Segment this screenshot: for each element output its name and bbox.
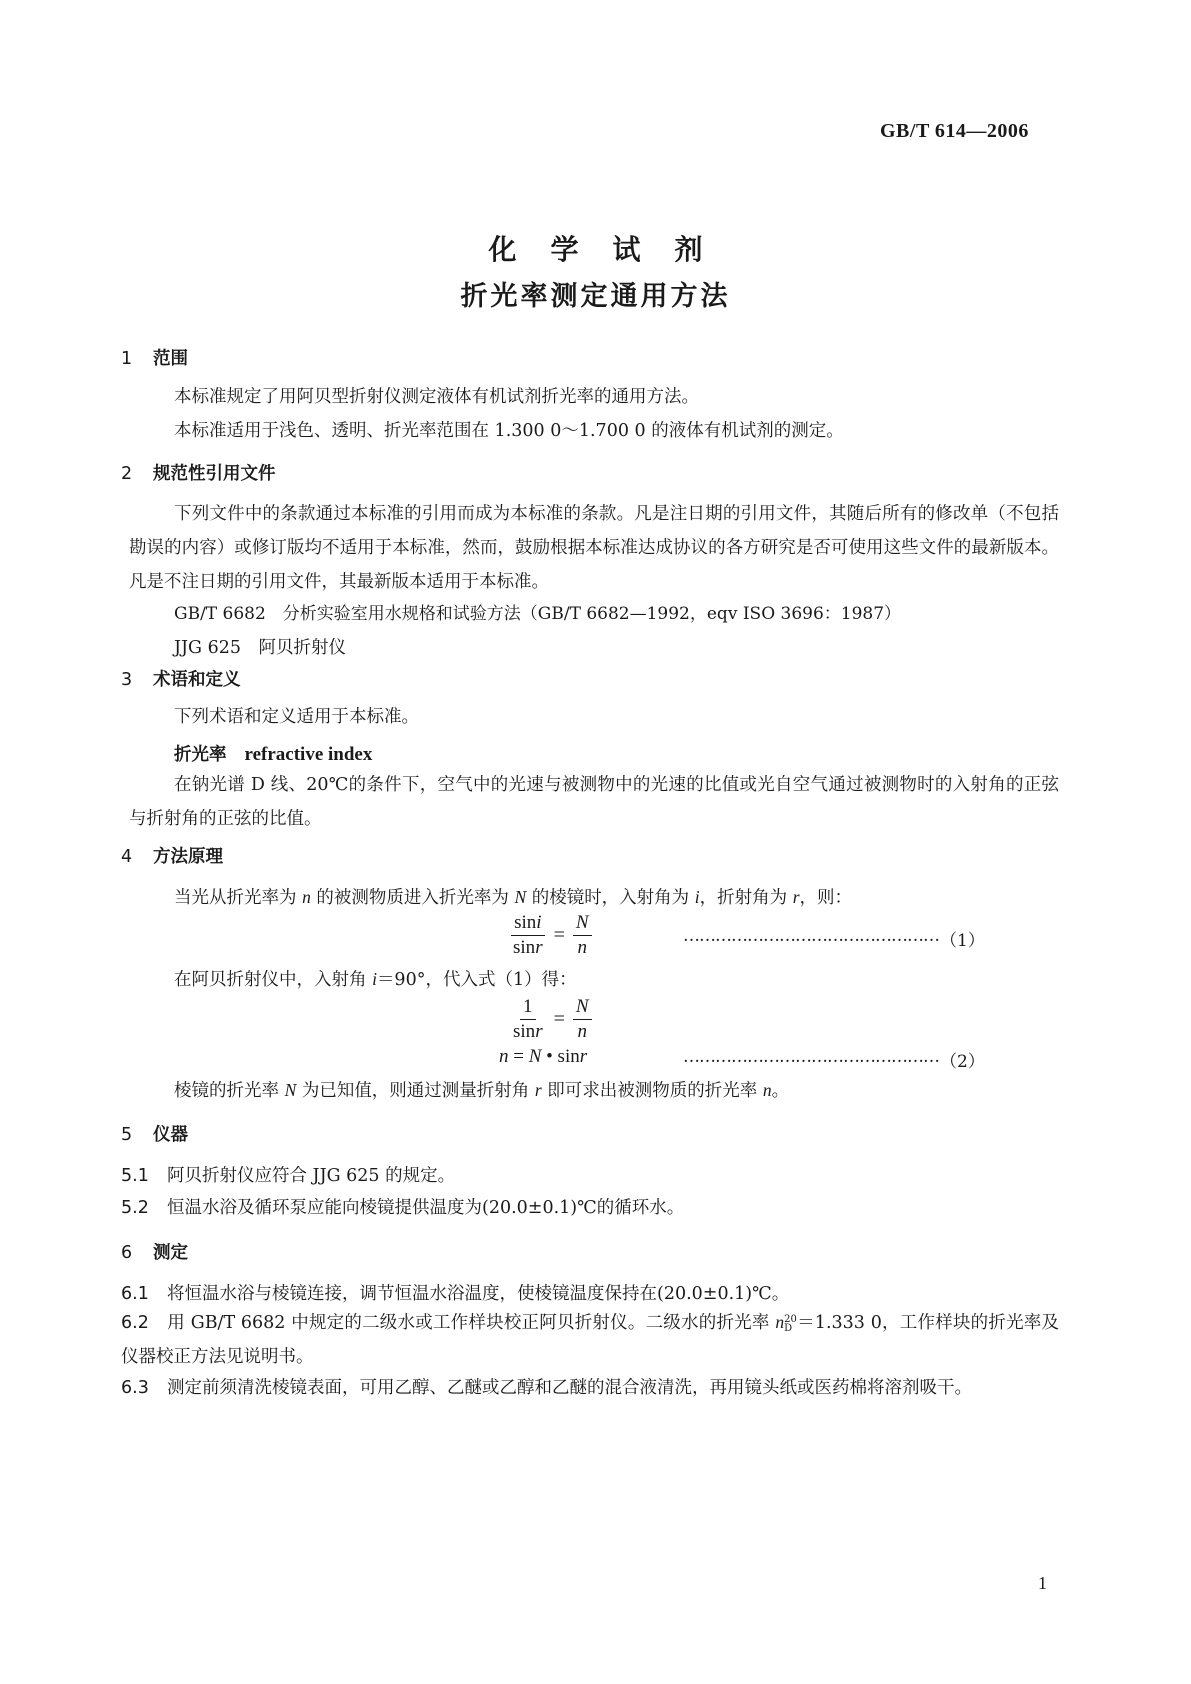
- section-4-para-3: 棱镜的折光率 N 为已知值，则通过测量折射角 r 即可求出被测物质的折光率 n。: [174, 1080, 790, 1101]
- equation-1-leader: …………………………………………: [683, 926, 939, 946]
- standard-number: GB/T 614—2006: [880, 120, 1029, 142]
- section-1-para-2: 本标准适用于浅色、透明、折光率范围在 1.300 0～1.700 0 的液体有机试剂的测定。: [174, 421, 844, 441]
- equation-1-label: （1）: [940, 931, 985, 951]
- section-3-heading: 3 术语和定义: [121, 670, 241, 690]
- clause-6-1: 6.1 将恒温水浴与棱镜连接，调节恒温水浴温度，使棱镜温度保持在(20.0±0.1)℃。: [121, 1284, 790, 1304]
- clause-5-2: 5.2 恒温水浴及循环泵应能向棱镜提供温度为(20.0±0.1)℃的循环水。: [121, 1198, 685, 1218]
- eq1-rhs-fraction: $\frac{N}{n}$: [573, 912, 592, 959]
- term-definition: 在钠光谱 D 线、20℃的条件下，空气中的光速与被测物中的光速的比值或光自空气通过被测物时的入射角的正弦与折射角的正弦的比值。: [129, 775, 1059, 829]
- section-3-para-1: 下列术语和定义适用于本标准。: [174, 707, 419, 727]
- equation-2-label: （2）: [940, 1052, 985, 1072]
- section-2-para-1: 下列文件中的条款通过本标准的引用而成为本标准的条款。凡是注日期的引用文件，其随后所有的修改单（不包括勘误的内容）或修订版均不适用于本标准，然而，鼓励根据本标准达成协议的各方研究是否可使用这些文件的最新版本。凡是不注日期的引用文件，其最新版本适用于本标准。: [129, 504, 1059, 592]
- document-title-line1: 化学试剂: [488, 233, 737, 266]
- equation-1: $\frac{\sin i}{\sin r}$ = $\frac{N}{n}$: [510, 912, 592, 959]
- clause-6-3: 6.3 测定前须清洗棱镜表面，可用乙醇、乙醚或乙醇和乙醚的混合液清洗，再用镜头纸或医药棉将溶剂吸干。: [121, 1378, 972, 1398]
- term-refractive-index: 折光率 refractive index: [174, 744, 373, 765]
- equation-2: n = N • sinr: [499, 1046, 588, 1067]
- clause-5-1: 5.1 阿贝折射仪应符合 JJG 625 的规定。: [121, 1166, 456, 1186]
- clause-6-2: 6.2 用 GB/T 6682 中规定的二级水或工作样块校正阿贝折射仪。二级水的折光率 n 20 D ＝1.333 0，工作样块的折光率及仪器校正方法见说明书。: [121, 1312, 1060, 1367]
- equation-2-leader: …………………………………………: [683, 1047, 939, 1067]
- reference-jjg-625: JJG 625 阿贝折射仪: [174, 638, 346, 658]
- section-4-para-2: 在阿贝折射仪中，入射角 i＝90°，代入式（1）得：: [174, 969, 577, 990]
- page-number: 1: [1038, 1573, 1047, 1593]
- section-4-heading: 4 方法原理: [121, 847, 223, 867]
- eq-intermediate-rhs-fraction: $\frac{N}{n}$: [573, 996, 592, 1043]
- section-6-heading: 6 测定: [121, 1243, 188, 1263]
- section-4-para-1: 当光从折光率为 n 的被测物质进入折光率为 N 的棱镜时，入射角为 i，折射角为 r，则：: [174, 887, 852, 908]
- section-5-heading: 5 仪器: [121, 1125, 188, 1145]
- eq1-lhs-fraction: $\frac{\sin i}{\sin r}$: [513, 912, 543, 958]
- section-1-para-1: 本标准规定了用阿贝型折射仪测定液体有机试剂折光率的通用方法。: [174, 387, 699, 407]
- section-1-heading: 1 范围: [121, 349, 188, 369]
- document-title-line2: 折光率测定通用方法: [460, 281, 731, 312]
- section-2-heading: 2 规范性引用文件: [121, 464, 276, 484]
- equation-intermediate: $\frac{1}{\sin r}$ = $\frac{N}{n}$: [510, 996, 592, 1043]
- eq-intermediate-lhs-fraction: $\frac{1}{\sin r}$: [513, 996, 543, 1042]
- reference-gbt-6682: GB/T 6682 分析实验室用水规格和试验方法（GB/T 6682—1992，eqv ISO 3696：1987）: [174, 604, 902, 624]
